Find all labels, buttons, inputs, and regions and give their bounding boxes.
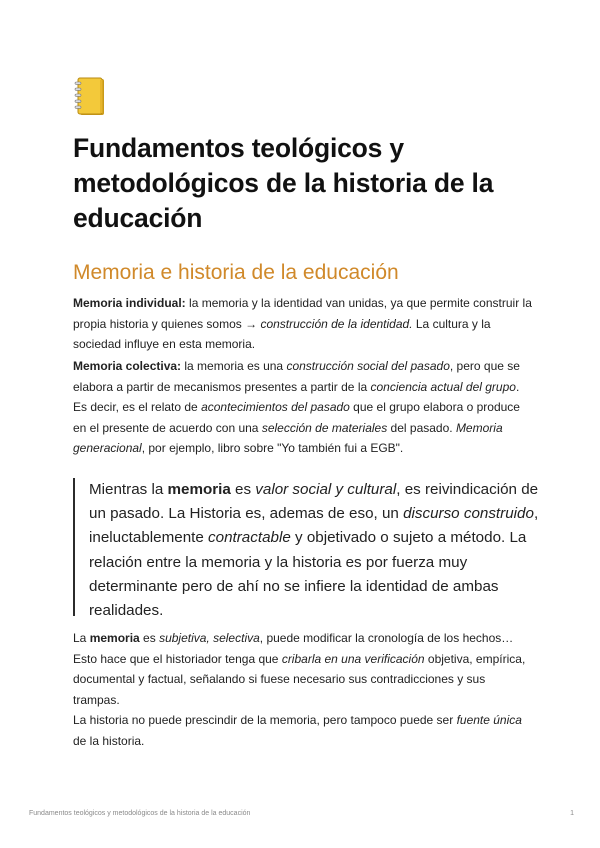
emphasis: contractable — [208, 529, 291, 547]
paragraph-historia-memoria — [73, 710, 535, 751]
text: es — [139, 631, 160, 645]
emphasis: construcción social del pasado — [286, 359, 450, 373]
text: del pasado. — [387, 420, 456, 435]
strong: memoria — [167, 481, 231, 498]
text: , es reivindicación de un pasado. La Historia es, ademas de eso, un — [89, 481, 539, 523]
text: y objetivado o sujeto a método. La relación entre la memoria y la historia es por fuerza muy determinante pero de ahí no se infiere la identidad de ambas realidades. — [89, 529, 527, 620]
text: La cultura y la sociedad influye en esta memoria. — [73, 316, 491, 351]
paragraph-memoria-individual — [73, 293, 535, 355]
text: la memoria y la identidad van unidas, ya que permite construir la propia historia y quienes somos → — [73, 296, 532, 331]
text: la memoria es una — [181, 359, 287, 373]
text: objetiva, empírica, documental y factual, señalando si fuese necesario sus contradicciones y sus trampas. — [73, 651, 526, 707]
text: que el grupo elabora o produce en el presente de acuerdo con una — [73, 400, 520, 435]
emphasis: Memoria generacional — [73, 420, 503, 455]
term-label: Memoria colectiva: — [73, 359, 182, 373]
strong: memoria — [89, 631, 140, 645]
emphasis: fuente única — [456, 713, 522, 727]
emphasis: conciencia actual del grupo — [370, 379, 516, 394]
text: es — [230, 481, 256, 498]
text: Mientras la — [89, 481, 168, 498]
text: La historia no puede prescindir de la memoria, pero tampoco puede ser — [73, 713, 457, 727]
emphasis: cribarla en una verificación — [281, 651, 425, 666]
emphasis: construcción de la identidad. — [260, 316, 413, 331]
emphasis: valor social y cultural — [255, 481, 397, 498]
emphasis: acontecimientos del pasado — [201, 400, 350, 414]
page-title: Fundamentos teológicos y metodológicos de la historia de la educación — [73, 133, 494, 233]
page-footer — [29, 810, 574, 817]
emphasis: subjetiva, selectiva — [159, 631, 260, 645]
page-number: 1 — [570, 810, 574, 817]
emphasis: discurso construido — [403, 505, 534, 523]
paragraph-memoria-colectiva — [73, 356, 535, 459]
notebook-icon — [74, 77, 108, 119]
text: de la historia. — [73, 733, 145, 748]
text: , por ejemplo, libro sobre "Yo también fui a EGB". — [141, 441, 404, 455]
section-heading: Memoria e historia de la educación — [73, 261, 399, 284]
footer-title: Fundamentos teológicos y metodológicos de la historia de la educación — [29, 810, 251, 817]
blockquote — [73, 478, 543, 620]
text: . Es decir, es el relato de — [73, 379, 520, 414]
emphasis: selección de materiales — [261, 420, 388, 435]
text: , puede modificar la cronología de los hechos… Esto hace que el historiador tenga que — [73, 631, 514, 666]
text: , ineluctablemente — [89, 505, 539, 547]
term-label: Memoria individual: — [73, 296, 186, 310]
text: , pero que se elabora a partir de mecanismos presentes a partir de la — [73, 359, 520, 394]
paragraph-memoria-subjetiva — [73, 628, 535, 710]
text: La — [73, 631, 90, 645]
